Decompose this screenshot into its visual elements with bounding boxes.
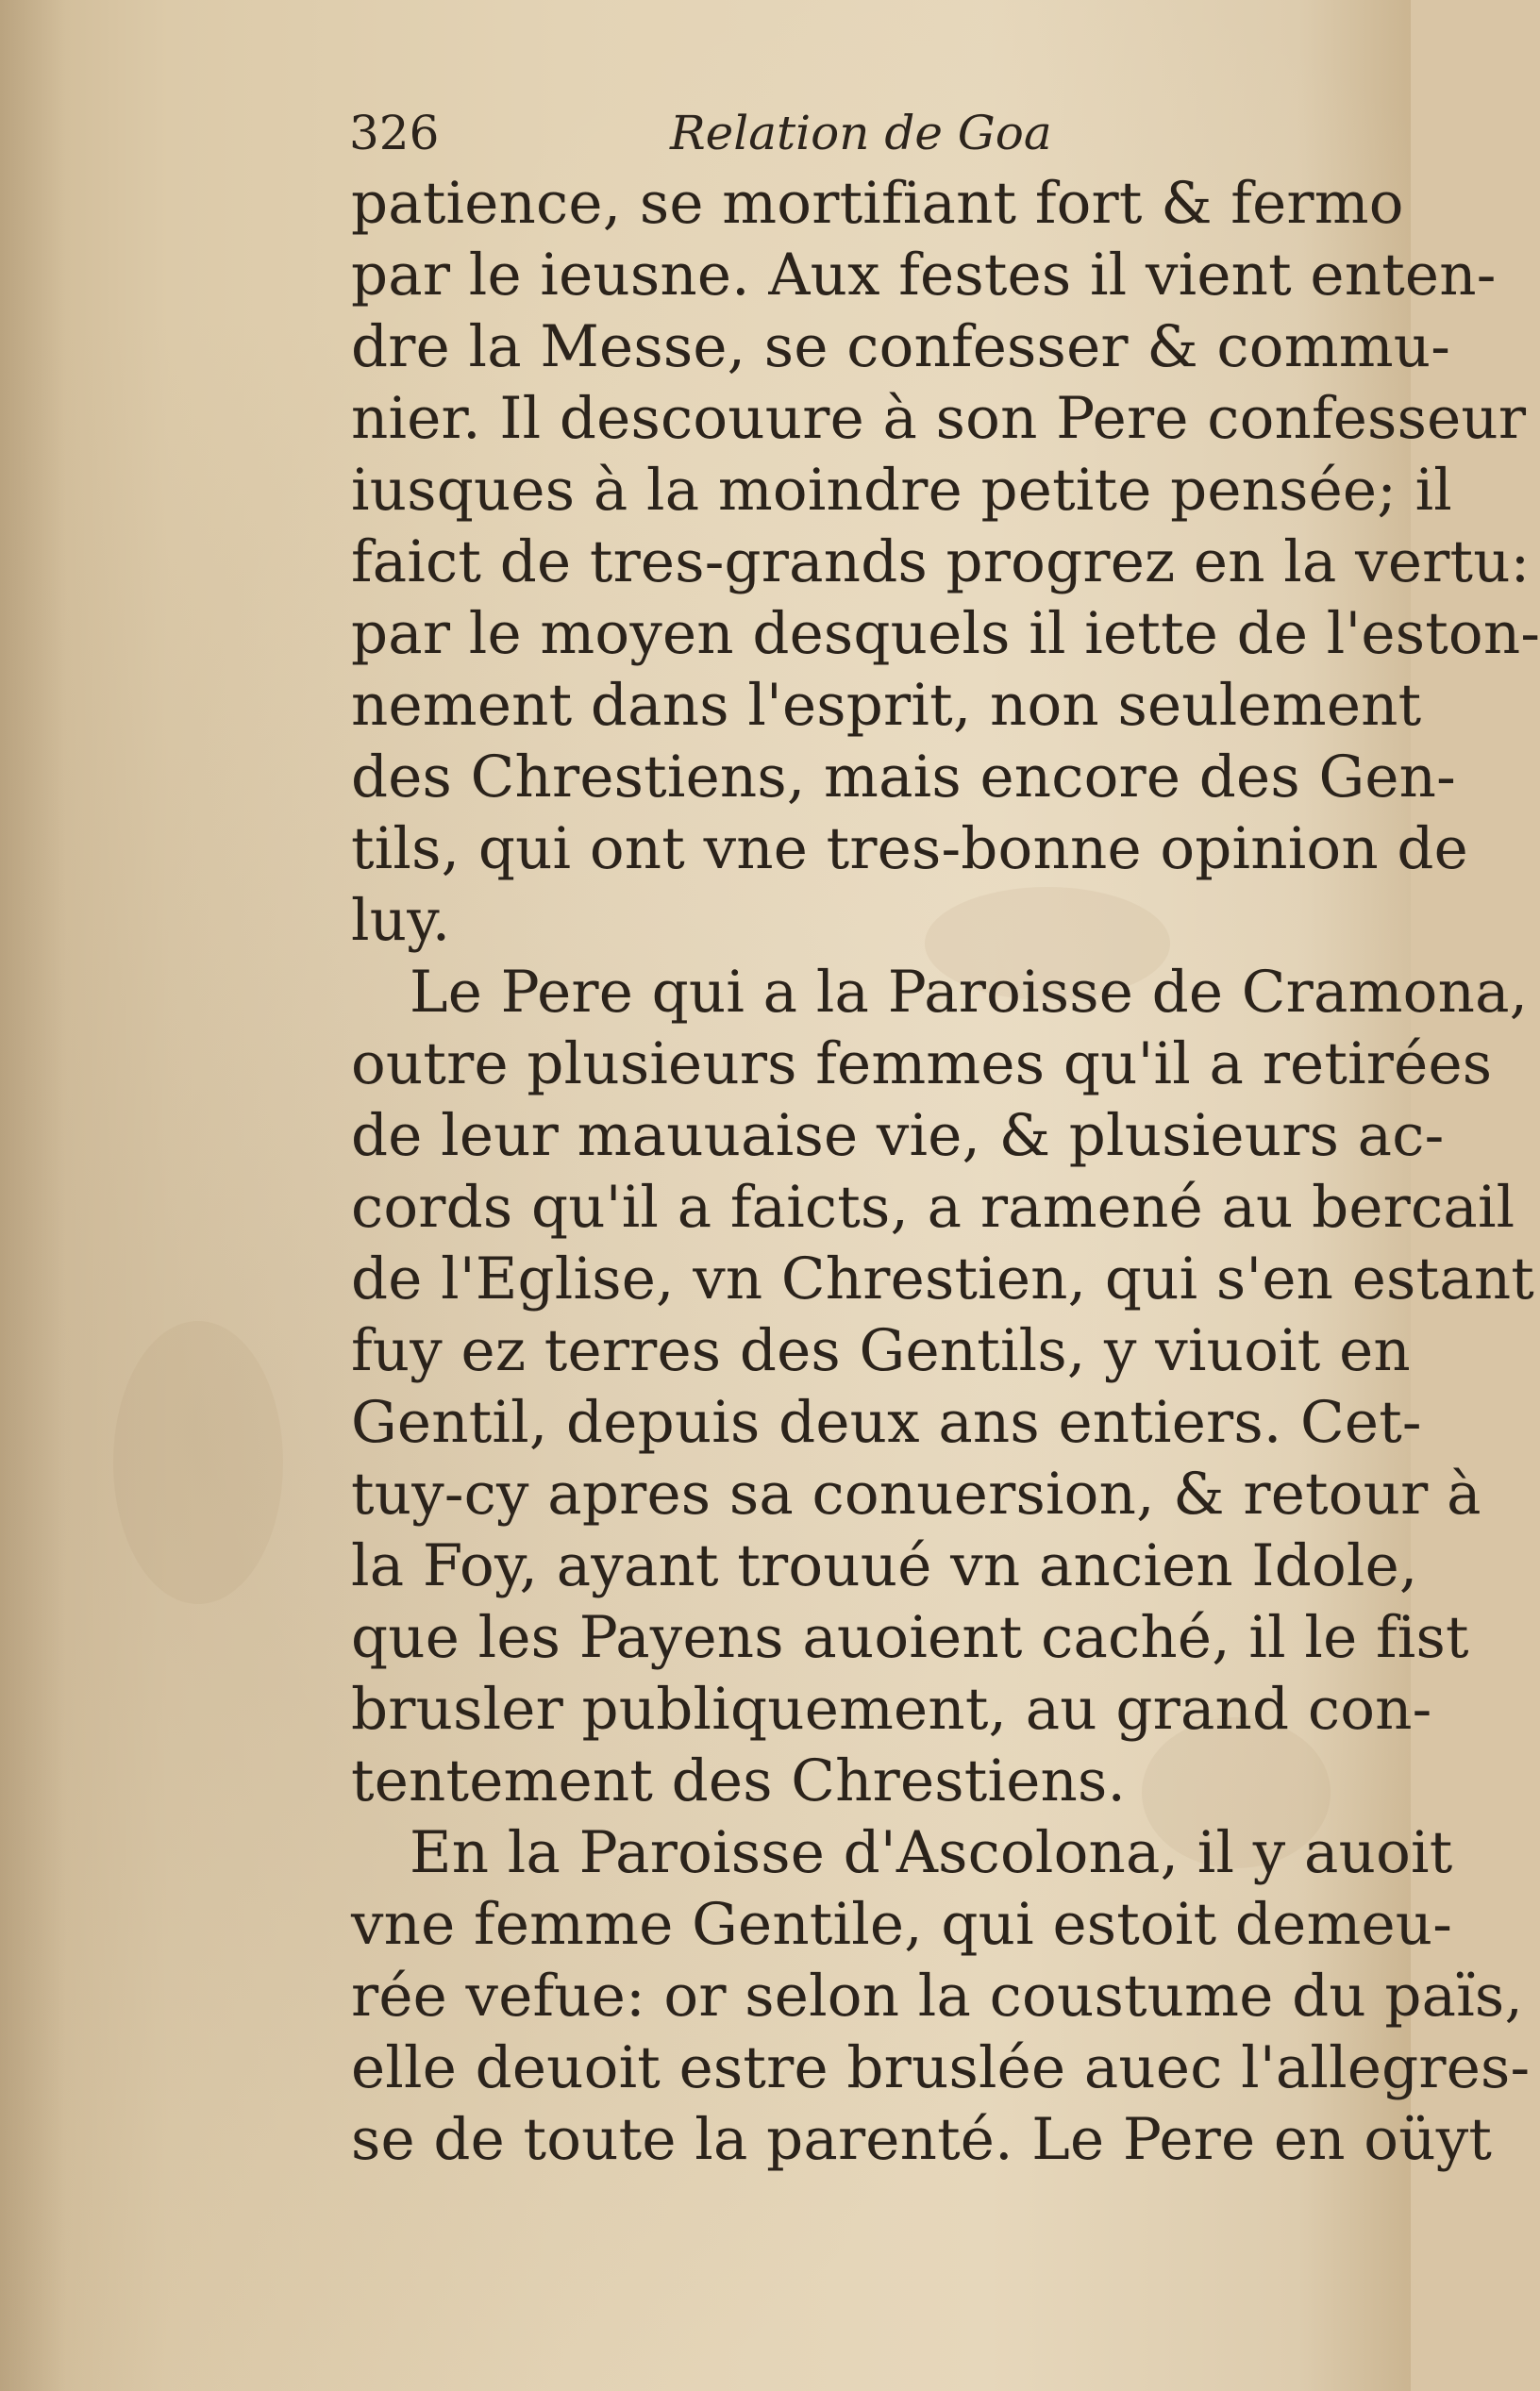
paper-stain [113,1321,283,1604]
text-line: nement dans l'esprit, non seulement [351,672,1422,739]
text-line: de l'Eglise, vn Chrestien, qui s'en estant [351,1246,1535,1313]
text-line: dre la Messe, se confesser & commu- [351,313,1451,380]
text-line: que les Payens auoient caché, il le fist [351,1604,1469,1671]
text-line: tuy-cy apres sa conuersion, & retour à [351,1461,1481,1528]
text-line: nier. Il descouure à son Pere confesseur [351,385,1527,452]
text-line: faict de tres-grands progrez en la vertu: [351,528,1531,595]
text-line: iusques à la moindre petite pensée; il [351,457,1452,524]
text-line: brusler publiquement, au grand con- [351,1676,1432,1743]
text-line: de leur mauuaise vie, & plusieurs ac- [351,1102,1445,1169]
text-line: rée vefue: or selon la coustume du païs, [351,1963,1524,2030]
text-line: patience, se mortifiant fort & fermo [351,170,1404,237]
paragraph-start-line: Le Pere qui a la Paroisse de Cramona, [410,959,1529,1026]
text-line: par le moyen desquels il iette de l'eston- [351,600,1540,667]
text-line: outre plusieurs femmes qu'il a retirées [351,1030,1493,1097]
body-text [351,168,1540,2176]
page-number: 326 [349,106,440,160]
text-line: cords qu'il a faicts, a ramené au bercail [351,1174,1515,1241]
text-line: se de toute la parenté. Le Pere en oüyt [351,2106,1493,2173]
text-line: vne femme Gentile, qui estoit demeu- [351,1891,1453,1958]
text-line: la Foy, ayant trouué vn ancien Idole, [351,1532,1418,1599]
text-line: tils, qui ont vne tres-bonne opinion de [351,815,1468,882]
text-line: luy. [351,887,451,954]
gutter-shadow [0,0,66,2391]
paragraph-start-line: En la Paroisse d'Ascolona, il y auoit [410,1819,1453,1886]
text-line: fuy ez terres des Gentils, y viuoit en [351,1317,1411,1384]
text-line: elle deuoit estre bruslée auec l'allegres- [351,2034,1531,2101]
running-title: Relation de Goa [670,106,1052,160]
text-line: Gentil, depuis deux ans entiers. Cet- [351,1389,1422,1456]
page-header [349,106,1387,162]
text-line: par le ieusne. Aux festes il vient enten- [351,242,1497,309]
text-line: tentement des Chrestiens. [351,1747,1127,1814]
text-line: des Chrestiens, mais encore des Gen- [351,744,1456,811]
